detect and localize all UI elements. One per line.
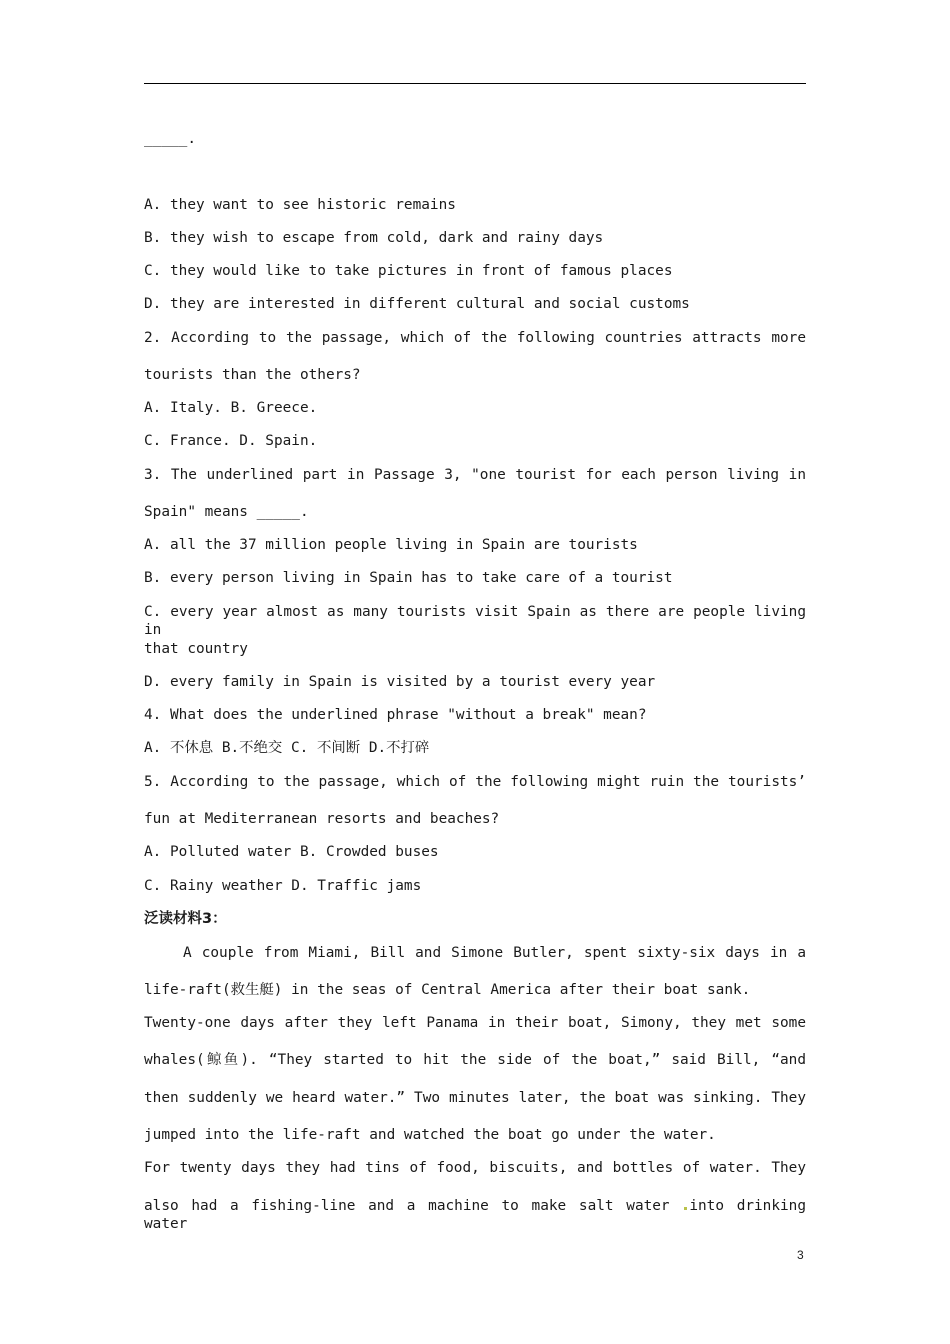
passage-line-8 [144,1197,806,1233]
question-5-options-ab: A. Polluted water B. Crowded buses [144,844,439,860]
passage-line-2: life-raft(救生艇) in the seas of Central America after their boat sank. [144,982,751,998]
option-d: D. they are interested in different cultural and social customs [144,296,690,312]
passage-line-1: A couple from Miami, Bill and Simone Butler, spent sixty-six days in a [183,945,806,961]
passage-line-8a: also had a fishing-line and a machine to make salt water [144,1198,670,1214]
question-2-options-ab: A. Italy. B. Greece. [144,400,318,416]
option-c: C. they would like to take pictures in front of famous places [144,263,673,279]
passage-line-8b: into drinking water [144,1198,807,1232]
question-5-cont: fun at Mediterranean resorts and beaches? [144,811,500,827]
answer-blank: _____. [144,131,196,147]
question-2-options-cd: C. France. D. Spain. [144,433,318,449]
question-3-option-a: A. all the 37 million people living in Spain are tourists [144,537,638,553]
page-number: 3 [797,1248,804,1262]
question-5-options-cd: C. Rainy weather D. Traffic jams [144,878,422,894]
question-3-option-d: D. every family in Spain is visited by a tourist every year [144,674,656,690]
question-4-options: A. 不休息 B.不绝交 C. 不间断 D.不打碎 [144,740,430,756]
option-a: A. they want to see historic remains [144,197,456,213]
passage-line-6: jumped into the life-raft and watched the boat go under the water. [144,1127,716,1143]
question-5: 5. According to the passage, which of the following might ruin the tourists’ [144,774,806,790]
section-heading: 泛读材料3： [144,911,227,927]
passage-line-5: then suddenly we heard water.” Two minutes later, the boat was sinking. They [144,1090,806,1106]
passage-line-4: whales(鲸鱼). “They started to hit the side of the boat,” said Bill, “and [144,1052,806,1068]
question-3-option-c-cont: that country [144,641,248,657]
question-3-option-c: C. every year almost as many tourists visit Spain as there are people living in [144,604,806,638]
question-2: 2. According to the passage, which of the following countries attracts more [144,330,806,346]
header-rule [144,83,806,84]
passage-line-7: For twenty days they had tins of food, biscuits, and bottles of water. They [144,1160,806,1176]
marker-dot [684,1207,687,1210]
passage-line-3: Twenty-one days after they left Panama in their boat, Simony, they met some [144,1015,806,1031]
question-3: 3. The underlined part in Passage 3, "one tourist for each person living in [144,467,806,483]
question-4: 4. What does the underlined phrase "without a break" mean? [144,707,647,723]
question-3-option-b: B. every person living in Spain has to take care of a tourist [144,570,673,586]
question-2-cont: tourists than the others? [144,367,361,383]
option-b: B. they wish to escape from cold, dark and rainy days [144,230,604,246]
question-3-cont: Spain" means _____. [144,504,309,520]
